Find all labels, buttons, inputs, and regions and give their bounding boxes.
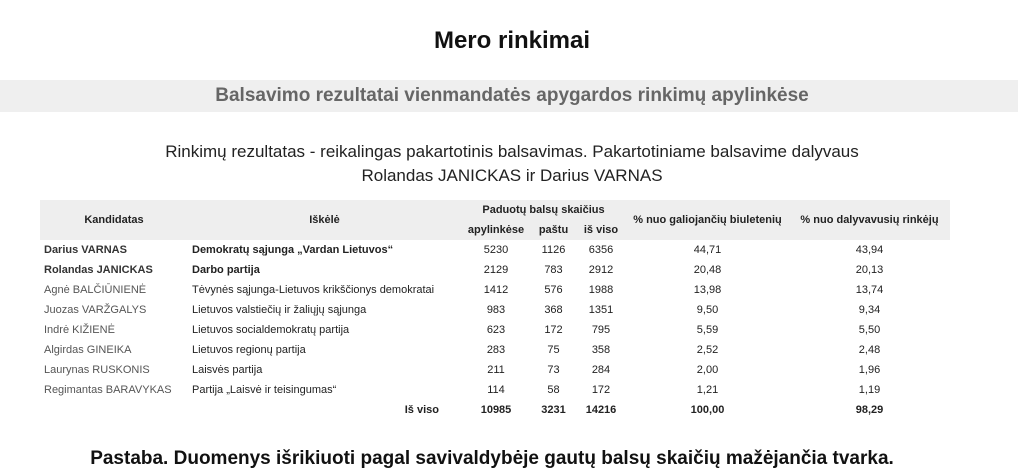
votes-total: 284 [591, 364, 611, 376]
pct-valid: 5,59 [696, 324, 719, 336]
party-name: Lietuvos regionų partija [192, 344, 306, 356]
pct-valid: 1,21 [696, 384, 719, 396]
votes-total: 172 [591, 384, 611, 396]
table-row [40, 240, 950, 260]
totals-pct-voters: 98,29 [855, 404, 884, 416]
votes-precinct: 211 [487, 364, 505, 376]
votes-total: 358 [591, 344, 611, 356]
pct-voters: 1,96 [858, 364, 881, 376]
votes-total: 795 [591, 324, 611, 336]
votes-mail: 172 [544, 324, 563, 336]
pct-voters: 5,50 [858, 324, 881, 336]
candidate-name: Laurynas RUSKONIS [44, 364, 150, 376]
candidate-name: Rolandas JANICKAS [44, 264, 153, 276]
party-name: Partija „Laisvė ir teisingumas“ [192, 384, 337, 396]
header-pct-valid: % nuo galiojančių biuletenių [626, 200, 789, 240]
party-name: Tėvynės sąjunga-Lietuvos krikščionys demokratai [192, 284, 435, 296]
votes-total: 2912 [588, 264, 614, 276]
header-mail: paštu [531, 220, 576, 240]
votes-mail: 576 [544, 284, 563, 296]
pct-valid: 44,71 [693, 244, 722, 256]
votes-precinct: 283 [486, 344, 506, 356]
header-pct-voters: % nuo dalyvavusių rinkėjų [789, 200, 950, 240]
totals-row [40, 400, 950, 420]
votes-total: 6356 [588, 244, 614, 256]
candidate-name: Indrė KIŽIENĖ [44, 324, 115, 336]
candidate-name: Regimantas BARAVYKAS [44, 384, 172, 396]
pct-valid: 20,48 [693, 264, 722, 276]
table-row [40, 340, 950, 360]
votes-precinct: 623 [486, 324, 506, 336]
section-subtitle: Balsavimo rezultatai vienmandatės apygardos rinkimų apylinkėse [215, 85, 809, 106]
votes-mail: 783 [544, 264, 563, 276]
pct-voters: 20,13 [855, 264, 884, 276]
totals-label: Iš viso [404, 404, 439, 416]
pct-valid: 2,00 [696, 364, 719, 376]
pct-valid: 13,98 [693, 284, 722, 296]
result-line-1: Rinkimų rezultatas - reikalingas pakartotinis balsavimas. Pakartotiniame balsavime dalyvaus [165, 142, 859, 161]
table-row [40, 280, 950, 300]
votes-precinct: 1412 [483, 284, 509, 296]
table-row [40, 360, 950, 380]
header-party: Iškėlė [188, 200, 461, 240]
footnote: Pastaba. Duomenys išrikiuoti pagal savivaldybėje gautų balsų skaičių mažėjančia tvarka. [90, 448, 894, 469]
election-result-text [0, 140, 1024, 188]
votes-mail: 1126 [541, 244, 566, 256]
table-row [40, 300, 950, 320]
votes-total: 1988 [588, 284, 614, 296]
candidate-name: Agnė BALČIŪNIENĖ [44, 284, 147, 296]
party-name: Demokratų sąjunga „Vardan Lietuvos“ [192, 244, 394, 256]
votes-mail: 75 [547, 344, 560, 356]
votes-precinct: 983 [486, 304, 506, 316]
totals-total: 14216 [585, 404, 617, 416]
candidate-name: Darius VARNAS [44, 244, 127, 256]
pct-voters: 43,94 [855, 244, 884, 256]
pct-voters: 13,74 [855, 284, 884, 296]
votes-precinct: 114 [487, 384, 505, 396]
votes-total: 1351 [588, 304, 614, 316]
pct-voters: 1,19 [858, 384, 881, 396]
votes-mail: 73 [547, 364, 560, 376]
header-votes-group: Paduotų balsų skaičius [461, 200, 626, 220]
header-precinct: apylinkėse [461, 220, 531, 240]
header-total: iš viso [576, 220, 626, 240]
totals-spacer [40, 400, 188, 420]
pct-voters: 2,48 [858, 344, 881, 356]
party-name: Lietuvos socialdemokratų partija [192, 324, 350, 336]
votes-mail: 58 [547, 384, 560, 396]
totals-mail: 3231 [541, 404, 566, 416]
page-title: Mero rinkimai [433, 27, 591, 54]
party-name: Laisvės partija [192, 364, 263, 376]
party-name: Lietuvos valstiečių ir žaliųjų sąjunga [192, 304, 367, 316]
totals-pct-valid: 100,00 [690, 404, 725, 416]
votes-precinct: 2129 [483, 264, 509, 276]
candidate-name: Algirdas GINEIKA [44, 344, 132, 356]
party-name: Darbo partija [192, 264, 260, 276]
result-line-2: Rolandas JANICKAS ir Darius VARNAS [361, 166, 663, 185]
pct-valid: 9,50 [696, 304, 719, 316]
table-row [40, 380, 950, 400]
votes-mail: 368 [544, 304, 563, 316]
totals-precinct: 10985 [480, 404, 512, 416]
header-candidate: Kandidatas [40, 200, 188, 240]
table-row [40, 260, 950, 280]
results-table [40, 200, 950, 420]
pct-valid: 2,52 [696, 344, 719, 356]
pct-voters: 9,34 [858, 304, 881, 316]
votes-precinct: 5230 [483, 244, 509, 256]
table-row [40, 320, 950, 340]
candidate-name: Juozas VARŽGALYS [44, 304, 147, 316]
